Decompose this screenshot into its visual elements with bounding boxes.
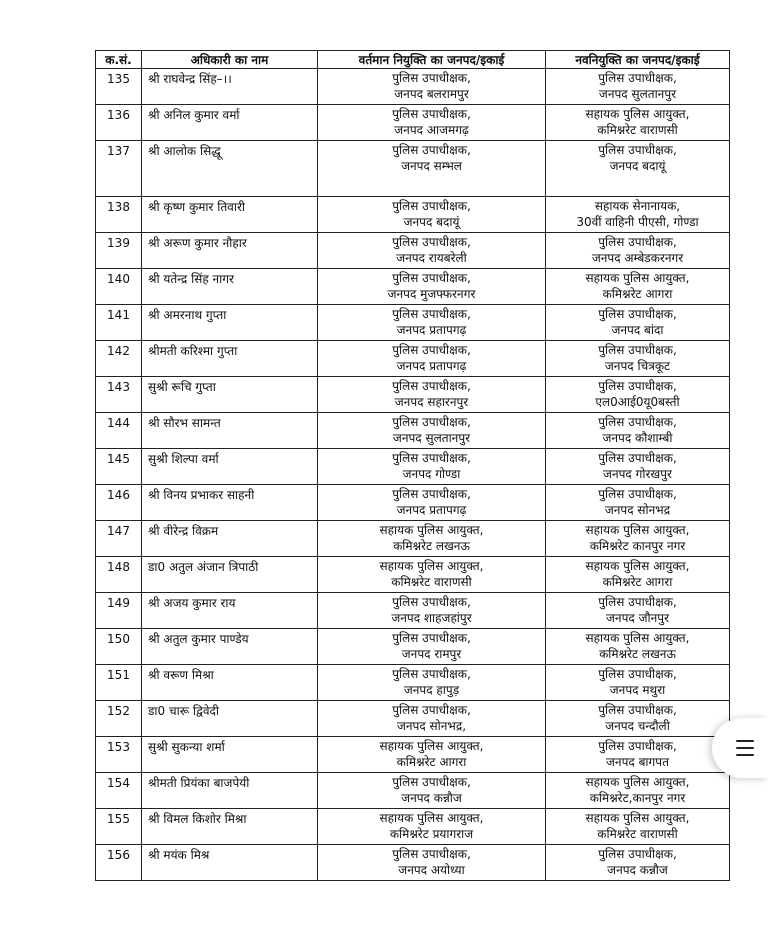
new-designation: सहायक पुलिस आयुक्त, bbox=[585, 631, 690, 645]
new-designation: पुलिस उपाधीक्षक, bbox=[598, 415, 677, 429]
new-designation: पुलिस उपाधीक्षक, bbox=[598, 703, 677, 717]
current-unit: जनपद गोण्डा bbox=[402, 467, 461, 481]
new-designation: सहायक पुलिस आयुक्त, bbox=[585, 559, 690, 573]
officer-name: श्री यतेन्द्र सिंह नागर bbox=[148, 272, 234, 286]
new-posting-cell bbox=[546, 593, 730, 629]
current-designation: सहायक पुलिस आयुक्त, bbox=[379, 739, 484, 753]
serial-number-cell bbox=[96, 809, 142, 845]
current-unit: कमिश्नरेट प्रयागराज bbox=[389, 827, 474, 841]
serial-number-cell bbox=[96, 69, 142, 105]
table-row bbox=[96, 665, 730, 701]
new-designation: सहायक सेनानायक, bbox=[594, 199, 681, 213]
officer-name-cell bbox=[142, 557, 318, 593]
current-designation: पुलिस उपाधीक्षक, bbox=[392, 143, 471, 157]
serial-number: 154 bbox=[107, 776, 130, 790]
new-designation: पुलिस उपाधीक्षक, bbox=[598, 487, 677, 501]
serial-number: 153 bbox=[107, 740, 130, 754]
new-posting-cell bbox=[546, 449, 730, 485]
current-posting-cell bbox=[318, 773, 546, 809]
table-row bbox=[96, 197, 730, 233]
current-posting-cell bbox=[318, 377, 546, 413]
new-designation: सहायक पुलिस आयुक्त, bbox=[585, 107, 690, 121]
new-posting-cell bbox=[546, 773, 730, 809]
table-row bbox=[96, 773, 730, 809]
current-designation: पुलिस उपाधीक्षक, bbox=[392, 631, 471, 645]
new-posting-cell bbox=[546, 377, 730, 413]
current-unit: जनपद बलरामपुर bbox=[394, 87, 469, 101]
current-unit: जनपद सोनभद्र, bbox=[396, 719, 467, 733]
current-posting-cell bbox=[318, 413, 546, 449]
new-posting-cell bbox=[546, 141, 730, 197]
table-row bbox=[96, 305, 730, 341]
officer-name-cell bbox=[142, 845, 318, 881]
new-posting-cell bbox=[546, 737, 730, 773]
officer-name-cell bbox=[142, 105, 318, 141]
table-row bbox=[96, 141, 730, 197]
current-unit: जनपद प्रतापगढ़ bbox=[396, 359, 467, 373]
new-unit: जनपद चित्रकूट bbox=[604, 359, 671, 373]
new-designation: सहायक पुलिस आयुक्त, bbox=[585, 271, 690, 285]
officer-name-cell bbox=[142, 521, 318, 557]
current-designation: पुलिस उपाधीक्षक, bbox=[392, 343, 471, 357]
new-designation: पुलिस उपाधीक्षक, bbox=[598, 71, 677, 85]
current-unit: जनपद रामपुर bbox=[401, 647, 462, 661]
serial-number-cell bbox=[96, 485, 142, 521]
new-unit: जनपद कन्नौज bbox=[607, 863, 668, 877]
table-row bbox=[96, 233, 730, 269]
serial-number: 152 bbox=[107, 704, 130, 718]
current-posting-cell bbox=[318, 521, 546, 557]
table-row bbox=[96, 341, 730, 377]
current-posting-cell bbox=[318, 269, 546, 305]
serial-number: 145 bbox=[107, 452, 130, 466]
current-designation: पुलिस उपाधीक्षक, bbox=[392, 71, 471, 85]
new-posting-cell bbox=[546, 701, 730, 737]
serial-number-cell bbox=[96, 305, 142, 341]
current-unit: जनपद बदायूं bbox=[403, 215, 460, 229]
current-unit: जनपद मुजफ्फरनगर bbox=[387, 287, 476, 301]
current-designation: पुलिस उपाधीक्षक, bbox=[392, 451, 471, 465]
new-designation: पुलिस उपाधीक्षक, bbox=[598, 343, 677, 357]
officer-name-cell bbox=[142, 413, 318, 449]
header-officer-name: अधिकारी का नाम bbox=[142, 51, 318, 69]
table-row bbox=[96, 629, 730, 665]
officer-name: सुश्री रूचि गुप्ता bbox=[148, 380, 216, 394]
officer-name: श्री वरूण मिश्रा bbox=[148, 668, 214, 682]
current-unit: जनपद सुलतानपुर bbox=[392, 431, 471, 445]
current-posting-cell bbox=[318, 557, 546, 593]
current-posting-cell bbox=[318, 305, 546, 341]
current-posting-cell bbox=[318, 105, 546, 141]
new-posting-cell bbox=[546, 305, 730, 341]
serial-number: 140 bbox=[107, 272, 130, 286]
new-unit: जनपद बांदा bbox=[611, 323, 664, 337]
officer-name: श्रीमती करिश्मा गुप्ता bbox=[148, 344, 238, 358]
transfer-table bbox=[95, 50, 730, 881]
current-posting-cell bbox=[318, 141, 546, 197]
current-posting-cell bbox=[318, 449, 546, 485]
current-posting-cell bbox=[318, 665, 546, 701]
current-posting-cell bbox=[318, 593, 546, 629]
header-current-posting: वर्तमान नियुक्ति का जनपद/इकाई bbox=[318, 51, 546, 69]
new-posting-cell bbox=[546, 233, 730, 269]
new-designation: सहायक पुलिस आयुक्त, bbox=[585, 811, 690, 825]
officer-name-cell bbox=[142, 233, 318, 269]
serial-number-cell bbox=[96, 413, 142, 449]
new-unit: जनपद बागपत bbox=[606, 755, 669, 769]
officer-name-cell bbox=[142, 269, 318, 305]
new-posting-cell bbox=[546, 629, 730, 665]
current-posting-cell bbox=[318, 845, 546, 881]
current-unit: जनपद हापुड़ bbox=[403, 683, 460, 697]
new-designation: पुलिस उपाधीक्षक, bbox=[598, 143, 677, 157]
officer-name: श्री अजय कुमार राय bbox=[148, 596, 236, 610]
new-posting-cell bbox=[546, 485, 730, 521]
table-row bbox=[96, 269, 730, 305]
officer-name: श्री अमरनाथ गुप्ता bbox=[148, 308, 227, 322]
new-unit: कमिश्नरेट आगरा bbox=[602, 287, 673, 301]
current-unit: जनपद अयोध्या bbox=[398, 863, 465, 877]
current-designation: पुलिस उपाधीक्षक, bbox=[392, 487, 471, 501]
officer-name: श्री अतुल कुमार पाण्डेय bbox=[148, 632, 249, 646]
serial-number-cell bbox=[96, 341, 142, 377]
current-posting-cell bbox=[318, 809, 546, 845]
serial-number-cell bbox=[96, 701, 142, 737]
new-posting-cell bbox=[546, 809, 730, 845]
current-designation: पुलिस उपाधीक्षक, bbox=[392, 415, 471, 429]
new-designation: पुलिस उपाधीक्षक, bbox=[598, 847, 677, 861]
new-unit: कमिश्नरेट वाराणसी bbox=[597, 123, 678, 137]
officer-name: डा0 अतुल अंजान त्रिपाठी bbox=[148, 560, 259, 574]
serial-number: 137 bbox=[107, 144, 130, 158]
menu-button[interactable] bbox=[712, 718, 768, 778]
new-designation: सहायक पुलिस आयुक्त, bbox=[585, 523, 690, 537]
table-row bbox=[96, 593, 730, 629]
officer-name: श्री विमल किशोर मिश्रा bbox=[148, 812, 247, 826]
table-row bbox=[96, 449, 730, 485]
new-designation: पुलिस उपाधीक्षक, bbox=[598, 739, 677, 753]
new-posting-cell bbox=[546, 557, 730, 593]
new-posting-cell bbox=[546, 413, 730, 449]
table-row bbox=[96, 413, 730, 449]
current-designation: पुलिस उपाधीक्षक, bbox=[392, 271, 471, 285]
current-unit: जनपद प्रतापगढ़ bbox=[396, 323, 467, 337]
header-new-posting: नवनियुक्ति का जनपद/इकाई bbox=[546, 51, 730, 69]
current-unit: जनपद शाहजहांपुर bbox=[391, 611, 472, 625]
officer-name-cell bbox=[142, 485, 318, 521]
current-unit: जनपद कन्नौज bbox=[401, 791, 462, 805]
serial-number: 135 bbox=[107, 72, 130, 86]
officer-name: श्री मयंक मिश्र bbox=[148, 848, 210, 862]
table-row bbox=[96, 377, 730, 413]
new-posting-cell bbox=[546, 665, 730, 701]
current-designation: पुलिस उपाधीक्षक, bbox=[392, 847, 471, 861]
officer-name-cell bbox=[142, 593, 318, 629]
new-posting-cell bbox=[546, 341, 730, 377]
serial-number: 151 bbox=[107, 668, 130, 682]
serial-number: 141 bbox=[107, 308, 130, 322]
current-unit: जनपद आजमगढ़ bbox=[394, 123, 469, 137]
new-designation: पुलिस उपाधीक्षक, bbox=[598, 451, 677, 465]
current-designation: पुलिस उपाधीक्षक, bbox=[392, 107, 471, 121]
table-row bbox=[96, 701, 730, 737]
table-row bbox=[96, 485, 730, 521]
new-designation: पुलिस उपाधीक्षक, bbox=[598, 595, 677, 609]
current-unit: कमिश्नरेट लखनऊ bbox=[393, 539, 470, 553]
new-unit: कमिश्नरेट कानपुर नगर bbox=[589, 539, 686, 553]
current-designation: पुलिस उपाधीक्षक, bbox=[392, 595, 471, 609]
current-unit: कमिश्नरेट आगरा bbox=[396, 755, 467, 769]
current-posting-cell bbox=[318, 233, 546, 269]
serial-number-cell bbox=[96, 269, 142, 305]
serial-number-cell bbox=[96, 593, 142, 629]
current-designation: पुलिस उपाधीक्षक, bbox=[392, 307, 471, 321]
new-unit: जनपद सुलतानपुर bbox=[598, 87, 677, 101]
serial-number: 142 bbox=[107, 344, 130, 358]
serial-number-cell bbox=[96, 773, 142, 809]
current-unit: जनपद रायबरेली bbox=[396, 251, 467, 265]
table-body bbox=[96, 69, 730, 881]
serial-number: 136 bbox=[107, 108, 130, 122]
officer-name-cell bbox=[142, 341, 318, 377]
new-posting-cell bbox=[546, 105, 730, 141]
current-designation: सहायक पुलिस आयुक्त, bbox=[379, 811, 484, 825]
officer-name-cell bbox=[142, 141, 318, 197]
table-row bbox=[96, 737, 730, 773]
current-designation: सहायक पुलिस आयुक्त, bbox=[379, 523, 484, 537]
serial-number-cell bbox=[96, 521, 142, 557]
current-designation: पुलिस उपाधीक्षक, bbox=[392, 703, 471, 717]
table-row bbox=[96, 69, 730, 105]
officer-name: श्री आलोक सिद्धू bbox=[148, 144, 221, 158]
officer-name: श्रीमती प्रियंका बाजपेयी bbox=[148, 776, 250, 790]
table-row bbox=[96, 845, 730, 881]
serial-number: 147 bbox=[107, 524, 130, 538]
serial-number-cell bbox=[96, 845, 142, 881]
new-designation: पुलिस उपाधीक्षक, bbox=[598, 379, 677, 393]
officer-name-cell bbox=[142, 69, 318, 105]
new-unit: कमिश्नरेट,कानपुर नगर bbox=[589, 791, 686, 805]
serial-number-cell bbox=[96, 233, 142, 269]
serial-number-cell bbox=[96, 377, 142, 413]
officer-name-cell bbox=[142, 197, 318, 233]
new-unit: जनपद कौशाम्बी bbox=[602, 431, 673, 445]
serial-number-cell bbox=[96, 629, 142, 665]
new-designation: पुलिस उपाधीक्षक, bbox=[598, 667, 677, 681]
current-posting-cell bbox=[318, 341, 546, 377]
officer-name: सुश्री सुकन्या शर्मा bbox=[148, 740, 225, 754]
current-designation: पुलिस उपाधीक्षक, bbox=[392, 235, 471, 249]
officer-name-cell bbox=[142, 665, 318, 701]
new-unit: कमिश्नरेट वाराणसी bbox=[597, 827, 678, 841]
serial-number-cell bbox=[96, 737, 142, 773]
table-row bbox=[96, 105, 730, 141]
current-unit: जनपद सहारनपुर bbox=[394, 395, 469, 409]
serial-number: 138 bbox=[107, 200, 130, 214]
officer-name-cell bbox=[142, 449, 318, 485]
serial-number: 143 bbox=[107, 380, 130, 394]
officer-name-cell bbox=[142, 377, 318, 413]
officer-name-cell bbox=[142, 773, 318, 809]
serial-number-cell bbox=[96, 665, 142, 701]
new-unit: जनपद चन्दौली bbox=[605, 719, 670, 733]
serial-number-cell bbox=[96, 105, 142, 141]
new-unit: जनपद अम्बेडकरनगर bbox=[591, 251, 684, 265]
officer-name: डा0 चारू द्विवेदी bbox=[148, 704, 220, 718]
serial-number: 139 bbox=[107, 236, 130, 250]
current-designation: पुलिस उपाधीक्षक, bbox=[392, 199, 471, 213]
new-unit: जनपद सोनभद्र bbox=[604, 503, 671, 517]
new-unit: 30वीं वाहिनी पीएसी, गोण्डा bbox=[576, 215, 699, 229]
officer-name: श्री वीरेन्द्र विक्रम bbox=[148, 524, 219, 538]
table-header-row bbox=[96, 51, 730, 69]
serial-number-cell bbox=[96, 557, 142, 593]
current-designation: पुलिस उपाधीक्षक, bbox=[392, 379, 471, 393]
new-designation: पुलिस उपाधीक्षक, bbox=[598, 307, 677, 321]
new-posting-cell bbox=[546, 521, 730, 557]
current-posting-cell bbox=[318, 701, 546, 737]
officer-name: श्री अरूण कुमार नौहार bbox=[148, 236, 247, 250]
officer-name-cell bbox=[142, 701, 318, 737]
current-posting-cell bbox=[318, 485, 546, 521]
new-unit: एल0आई0यू0बस्ती bbox=[595, 395, 680, 409]
current-unit: जनपद प्रतापगढ़ bbox=[396, 503, 467, 517]
serial-number: 144 bbox=[107, 416, 130, 430]
serial-number-cell bbox=[96, 141, 142, 197]
current-posting-cell bbox=[318, 197, 546, 233]
serial-number: 155 bbox=[107, 812, 130, 826]
transfer-list-sheet bbox=[95, 50, 729, 881]
new-unit: जनपद जौनपुर bbox=[606, 611, 669, 625]
new-posting-cell bbox=[546, 69, 730, 105]
serial-number: 146 bbox=[107, 488, 130, 502]
serial-number-cell bbox=[96, 197, 142, 233]
table-row bbox=[96, 521, 730, 557]
officer-name: श्री अनिल कुमार वर्मा bbox=[148, 108, 240, 122]
serial-number-cell bbox=[96, 449, 142, 485]
officer-name-cell bbox=[142, 809, 318, 845]
officer-name: श्री राघवेन्द्र सिंह–।। bbox=[148, 72, 232, 86]
new-unit: कमिश्नरेट लखनऊ bbox=[599, 647, 676, 661]
new-posting-cell bbox=[546, 845, 730, 881]
table-row bbox=[96, 557, 730, 593]
current-unit: कमिश्नरेट वाराणसी bbox=[391, 575, 472, 589]
serial-number: 148 bbox=[107, 560, 130, 574]
new-unit: जनपद गोरखपुर bbox=[603, 467, 672, 481]
current-designation: पुलिस उपाधीक्षक, bbox=[392, 775, 471, 789]
new-unit: कमिश्नरेट आगरा bbox=[602, 575, 673, 589]
table-row bbox=[96, 809, 730, 845]
current-designation: सहायक पुलिस आयुक्त, bbox=[379, 559, 484, 573]
new-posting-cell bbox=[546, 197, 730, 233]
current-posting-cell bbox=[318, 69, 546, 105]
new-unit: जनपद बदायूं bbox=[609, 159, 666, 173]
current-posting-cell bbox=[318, 629, 546, 665]
current-unit: जनपद सम्भल bbox=[401, 159, 462, 173]
header-serial: क.सं. bbox=[96, 51, 142, 69]
officer-name: श्री विनय प्रभाकर साहनी bbox=[148, 488, 255, 502]
officer-name: श्री कृष्ण कुमार तिवारी bbox=[148, 200, 245, 214]
menu-icon bbox=[736, 740, 754, 756]
serial-number: 156 bbox=[107, 848, 130, 862]
serial-number: 149 bbox=[107, 596, 130, 610]
new-unit: जनपद मथुरा bbox=[609, 683, 666, 697]
new-posting-cell bbox=[546, 269, 730, 305]
serial-number: 150 bbox=[107, 632, 130, 646]
officer-name-cell bbox=[142, 737, 318, 773]
officer-name: श्री सौरभ सामन्त bbox=[148, 416, 221, 430]
officer-name-cell bbox=[142, 305, 318, 341]
new-designation: सहायक पुलिस आयुक्त, bbox=[585, 775, 690, 789]
current-designation: पुलिस उपाधीक्षक, bbox=[392, 667, 471, 681]
officer-name-cell bbox=[142, 629, 318, 665]
new-designation: पुलिस उपाधीक्षक, bbox=[598, 235, 677, 249]
current-posting-cell bbox=[318, 737, 546, 773]
officer-name: सुश्री शिल्पा वर्मा bbox=[148, 452, 219, 466]
